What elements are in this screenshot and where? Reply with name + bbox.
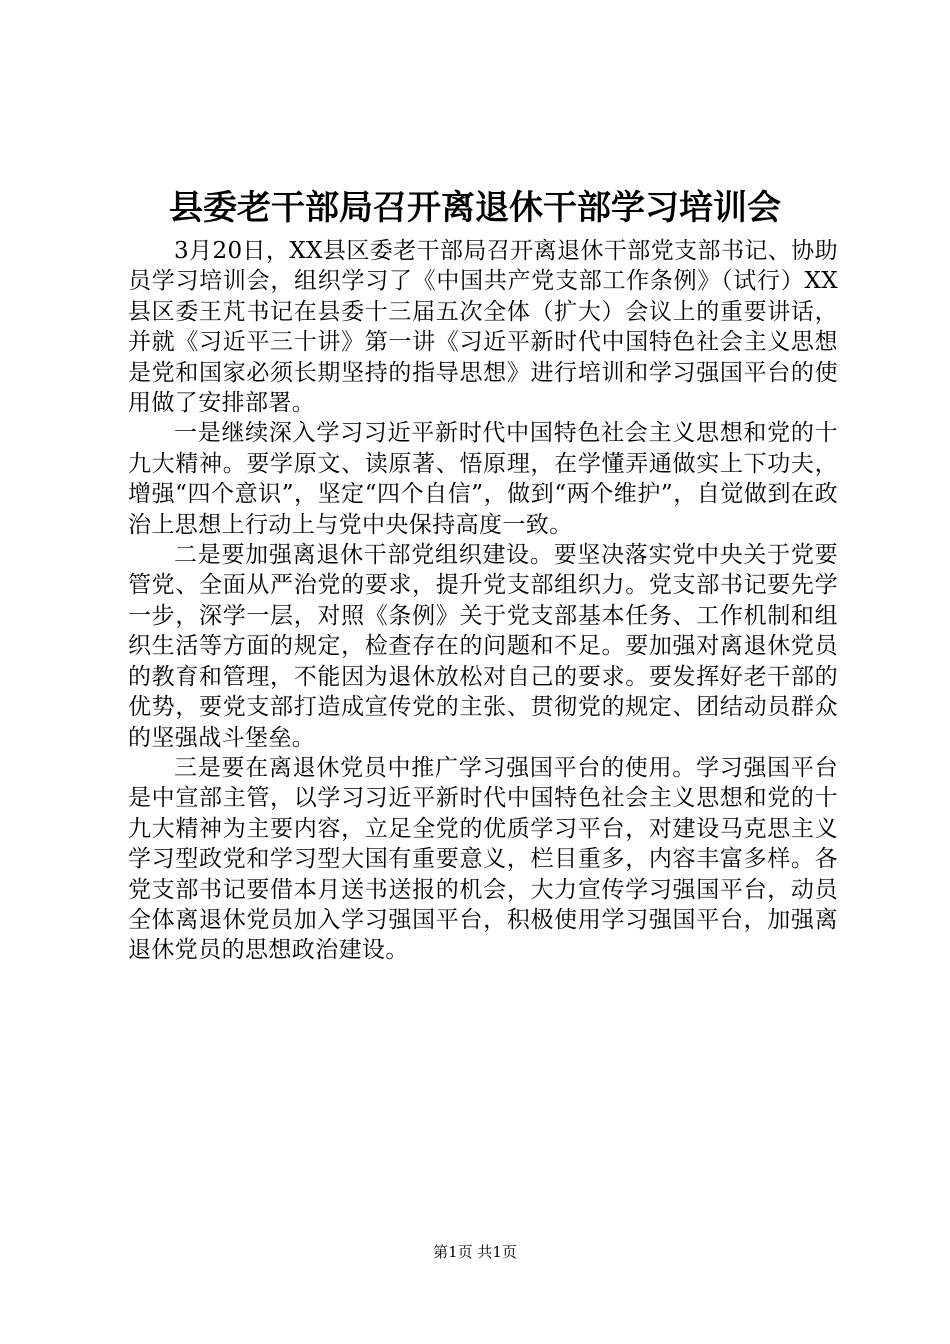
paragraph-point-three: 三是要在离退休党员中推广学习强国平台的使用。学习强国平台是中宣部主管，以学习习近平新时代中国特色社会主义思想和党的十九大精神为主要内容，立足全党的优质学习平台，对建设马克思主义学习型政党和学习型大国有重要意义，栏目重多，内容丰富多样。各党支部书记要借本月送书送报的机会，大力宣传学习强国平台，动员全体离退休党员加入学习强国平台，积极使用学习强国平台，加强离退休党员的思想政治建设。 <box>128 754 838 964</box>
paragraph-intro: 3月20日，XX县区委老干部局召开离退休干部党支部书记、协助员学习培训会，组织学习了《中国共产党支部工作条例》（试行）XX县区委王芃书记在县委十三届五次全体（扩大）会议上的重要讲话，并就《习近平三十讲》第一讲《习近平新时代中国特色社会主义思想是党和国家必须长期坚持的指导思想》进行培训和学习强国平台的使用做了安排部署。 <box>128 238 838 417</box>
document-title: 县委老干部局召开离退休干部学习培训会 <box>169 188 781 228</box>
page-footer: 第1页 共1页 <box>433 1243 517 1261</box>
paragraph-point-one: 一是继续深入学习习近平新时代中国特色社会主义思想和党的十九大精神。要学原文、读原著、悟原理，在学懂弄通做实上下功夫，增强“四个意识”，坚定“四个自信”，做到“两个维护”，自觉做到在政治上思想上行动上与党中央保持高度一致。 <box>128 420 838 538</box>
document-body <box>128 236 838 966</box>
paragraph-point-two: 二是要加强离退休干部党组织建设。要坚决落实党中央关于党要管党、全面从严治党的要求，提升党支部组织力。党支部书记要先学一步，深学一层，对照《条例》关于党支部基本任务、工作机制和组织生活等方面的规定，检查存在的问题和不足。要加强对离退休党员的教育和管理，不能因为退休放松对自己的要求。要发挥好老干部的优势，要党支部打造成宣传党的主张、贯彻党的规定、团结动员群众的坚强战斗堡垒。 <box>128 542 838 751</box>
